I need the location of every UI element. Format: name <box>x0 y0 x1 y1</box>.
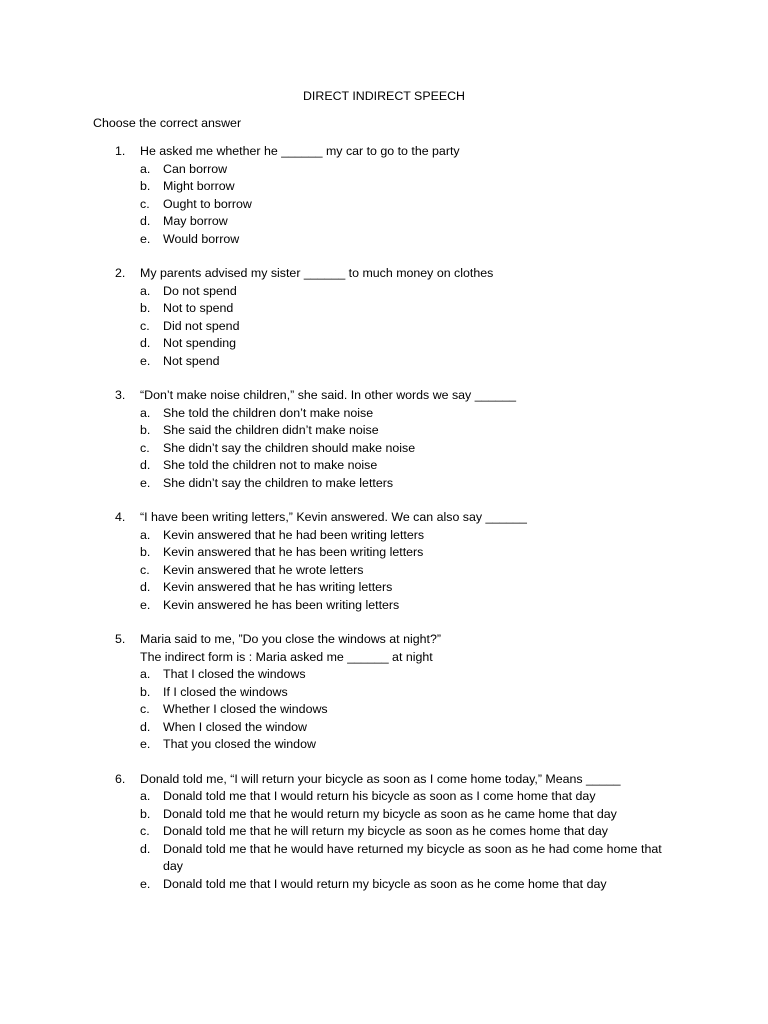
option-text: She said the children didn’t make noise <box>163 423 379 437</box>
question-stem-line <box>0 387 768 405</box>
option-text: Donald told me that I would return his bicycle as soon as I come home that day <box>163 789 596 803</box>
option-text: Donald told me that I would return my bicycle as soon as he come home that day <box>163 876 607 891</box>
question-stem-line <box>0 771 768 789</box>
option-letter: d. <box>140 214 151 228</box>
question-text: The indirect form is : Maria asked me ______ at night <box>140 649 433 664</box>
option-letter: b. <box>140 301 151 315</box>
answer-option <box>0 457 768 475</box>
question-stem-line <box>0 649 768 667</box>
option-text: Not spend <box>163 353 220 368</box>
option-text: She told the children don’t make noise <box>163 405 374 420</box>
question-text: Maria said to me, ”Do you close the windows at night?” <box>140 632 441 646</box>
option-letter: a. <box>140 161 151 176</box>
answer-option <box>0 562 768 580</box>
answer-option <box>0 841 768 876</box>
question-4 <box>0 509 768 614</box>
answer-option <box>0 701 768 719</box>
option-text: She didn’t say the children should make noise <box>163 440 416 455</box>
option-letter: e. <box>140 475 151 490</box>
option-text: She didn’t say the children to make letters <box>163 475 394 490</box>
option-letter: c. <box>140 702 150 716</box>
option-letter: e. <box>140 353 151 368</box>
answer-option <box>0 876 768 894</box>
option-letter: c. <box>140 440 150 455</box>
option-letter: a. <box>140 527 151 542</box>
option-text: Whether I closed the windows <box>163 702 328 716</box>
question-text: My parents advised my sister ______ to much money on clothes <box>140 266 494 280</box>
question-stem-line <box>0 265 768 283</box>
question-2 <box>0 265 768 370</box>
answer-option <box>0 823 768 841</box>
answer-option <box>0 719 768 737</box>
answer-option <box>0 178 768 196</box>
page-title: DIRECT INDIRECT SPEECH <box>302 89 466 103</box>
instruction-text: Choose the correct answer <box>93 116 242 130</box>
answer-option <box>0 788 768 806</box>
question-text: Donald told me, “I will return your bicycle as soon as I come home today,” Means _____ <box>140 771 621 786</box>
option-letter: d. <box>140 719 151 734</box>
option-letter: e. <box>140 737 151 751</box>
option-text: Would borrow <box>163 231 240 246</box>
option-letter: b. <box>140 684 151 699</box>
answer-option <box>0 736 768 754</box>
question-list <box>0 143 768 910</box>
answer-option <box>0 353 768 371</box>
question-5 <box>0 631 768 754</box>
question-1 <box>0 143 768 248</box>
option-text: Kevin answered that he has writing letters <box>163 580 393 594</box>
question-number: 4. <box>115 510 126 524</box>
option-letter: c. <box>140 318 150 333</box>
question-stem-line <box>0 143 768 161</box>
question-3 <box>0 387 768 492</box>
option-letter: d. <box>140 336 151 350</box>
option-letter: e. <box>140 231 151 246</box>
option-text: Do not spend <box>163 283 237 298</box>
option-letter: d. <box>140 458 151 472</box>
question-text: He asked me whether he ______ my car to go to the party <box>140 144 460 158</box>
answer-option <box>0 475 768 493</box>
answer-option <box>0 666 768 684</box>
option-letter: c. <box>140 562 150 577</box>
option-letter: a. <box>140 283 151 298</box>
question-stem-line <box>0 631 768 649</box>
option-text: Might borrow <box>163 179 235 193</box>
question-stem-line <box>0 509 768 527</box>
option-letter: a. <box>140 405 151 420</box>
question-number: 2. <box>115 266 126 280</box>
answer-option <box>0 231 768 249</box>
answer-option <box>0 684 768 702</box>
question-text: “I have been writing letters,” Kevin answered. We can also say ______ <box>140 510 527 524</box>
option-text: Kevin answered he has been writing letters <box>163 597 400 612</box>
option-text: Kevin answered that he had been writing letters <box>163 527 425 542</box>
option-text: When I closed the window <box>163 719 307 734</box>
option-letter: a. <box>140 667 151 681</box>
option-text: May borrow <box>163 214 228 228</box>
answer-option <box>0 806 768 824</box>
answer-option <box>0 422 768 440</box>
answer-option <box>0 300 768 318</box>
option-text: Can borrow <box>163 161 228 176</box>
option-letter: b. <box>140 806 151 821</box>
option-text: Donald told me that he will return my bicycle as soon as he comes home that day <box>163 824 608 838</box>
option-text: Ought to borrow <box>163 196 252 211</box>
option-letter: e. <box>140 876 151 891</box>
answer-option <box>0 161 768 179</box>
option-letter: c. <box>140 824 150 838</box>
question-number: 5. <box>115 632 126 646</box>
question-number: 3. <box>115 388 126 402</box>
answer-option <box>0 597 768 615</box>
option-letter: b. <box>140 179 151 193</box>
answer-option <box>0 318 768 336</box>
question-number: 6. <box>115 771 126 786</box>
question-text: “Don’t make noise children,” she said. In other words we say ______ <box>140 388 517 402</box>
option-text: Not spending <box>163 336 237 350</box>
option-text: That you closed the window <box>163 737 316 751</box>
answer-option <box>0 405 768 423</box>
answer-option <box>0 335 768 353</box>
answer-option <box>0 440 768 458</box>
answer-option <box>0 579 768 597</box>
option-text: Donald told me that he would return my bicycle as soon as he came home that day <box>163 806 617 821</box>
option-letter: c. <box>140 196 150 211</box>
answer-option <box>0 283 768 301</box>
option-letter: e. <box>140 597 151 612</box>
option-text: Kevin answered that he has been writing letters <box>163 545 424 559</box>
option-text: That I closed the windows <box>163 667 306 681</box>
option-text: Kevin answered that he wrote letters <box>163 562 364 577</box>
answer-option <box>0 196 768 214</box>
option-letter: a. <box>140 789 151 803</box>
answer-option <box>0 527 768 545</box>
option-letter: b. <box>140 423 151 437</box>
option-text: Did not spend <box>163 318 240 333</box>
question-6 <box>0 771 768 894</box>
option-letter: b. <box>140 545 151 559</box>
option-text: Not to spend <box>163 301 234 315</box>
option-letter: d. <box>140 580 151 594</box>
answer-option <box>0 213 768 231</box>
option-text: She told the children not to make noise <box>163 458 378 472</box>
option-text: If I closed the windows <box>163 684 288 699</box>
option-text: Donald told me that he would have returned my bicycle as soon as he had come home that day <box>163 841 662 873</box>
question-number: 1. <box>115 144 126 158</box>
answer-option <box>0 544 768 562</box>
option-letter: d. <box>140 841 151 856</box>
